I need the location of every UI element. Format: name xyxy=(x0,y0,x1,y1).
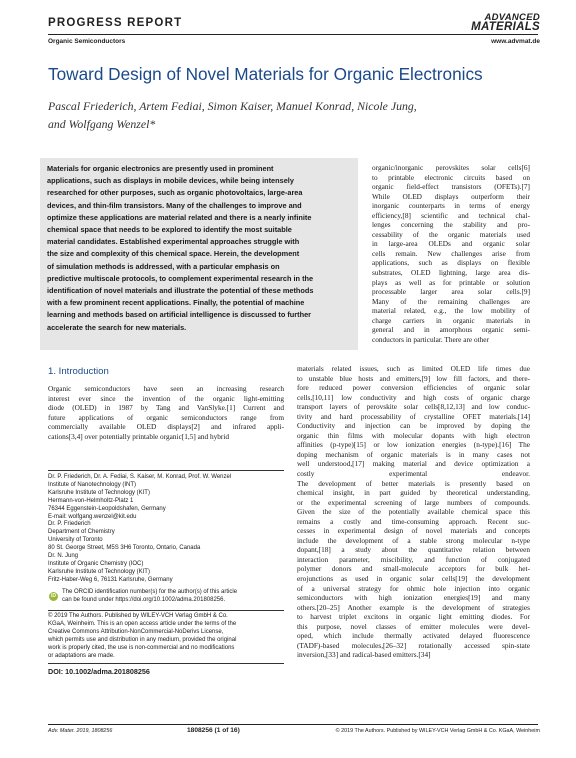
affiliation-line: University of Toronto xyxy=(48,537,103,544)
text-line: include the development of a stable strong molecular n-type xyxy=(297,535,530,545)
abstract-line: predictive multiscale protocols, to complement experimental research in the xyxy=(47,273,314,283)
text-line: interaction parameter, miscibility, and function of conjugated xyxy=(297,554,530,564)
text-line: Organic semiconductors have seen an increasing research xyxy=(48,384,284,393)
text-line: cesses in experimental design of novel materials and concepts xyxy=(297,526,530,536)
journal-logo xyxy=(452,13,540,33)
affiliation-line: Fritz-Haber-Weg 6, 76131 Karlsruhe, Germany xyxy=(48,576,173,583)
affiliation-line: Institute of Nanotechnology (INT) xyxy=(48,481,137,488)
text-line: semiconductors with high ionization energies[19] and many xyxy=(297,593,530,603)
text-line: materials related issues, such as limited OLED life times due xyxy=(297,364,530,373)
text-line: doping mechanism of organic materials is in many cases not xyxy=(297,449,530,459)
text-line: transport layers of perovskite solar cells[8,12,13] and low conduc- xyxy=(297,402,530,412)
text-line: conductors in particular. There are other xyxy=(372,334,489,344)
text-line: organic field-effect transistors (OFETs).[7] xyxy=(372,182,530,192)
journal-url[interactable]: www.advmat.de xyxy=(491,38,540,45)
affiliations-rule xyxy=(48,470,284,471)
text-line: of a universal strategy for ohmic hole injection into organic xyxy=(297,583,530,593)
text-line: or the experimental screening of large numbers of compounds. xyxy=(297,497,530,507)
abstract-line: Materials for organic electronics are presently used in prominent xyxy=(47,164,274,173)
text-line: The development of better materials is presently based on xyxy=(297,478,530,488)
abstract-text xyxy=(47,163,355,334)
text-line: polymer donors and small-molecule acceptors for bulk het- xyxy=(297,564,530,574)
doi-link[interactable]: DOI: 10.1002/adma.201808256 xyxy=(48,667,150,676)
abstract-line: chemical space that needs to be explored to identify the most suitable xyxy=(47,225,292,235)
text-line: dopant,[18] a study about the quantitative relation between xyxy=(297,545,530,555)
affiliation-line: 80 St. George Street, M5S 3H6 Toronto, Ontario, Canada xyxy=(48,545,201,552)
text-line: processable larger area solar cells.[9] xyxy=(372,287,530,297)
affiliation-line: Karlsruhe Institute of Technology (KIT) xyxy=(48,489,150,496)
text-line: cessability of the organic materials used xyxy=(372,229,530,239)
text-line: inversion,[33] and radical-based emitters.[34] xyxy=(297,650,431,660)
text-line: commercially available OLED displays[2] and infrared appli- xyxy=(48,422,284,432)
text-line: future applications of organic semiconductors range from xyxy=(48,412,284,422)
affiliation-line: Karlsruhe Institute of Technology (KIT) xyxy=(48,568,150,575)
affiliation-line: Institute of Organic Chemistry (IOC) xyxy=(48,560,144,567)
text-line: in large-area OLEDs and organic solar xyxy=(372,239,530,249)
abstract-line: optimize these applications are material related and there is a nearly infinite xyxy=(47,212,312,222)
report-label: PROGRESS REPORT xyxy=(48,17,183,29)
affiliation-line: Dr. P. Friederich xyxy=(48,521,91,528)
footer-journal: Adv. Mater. 2019, 1808256 xyxy=(48,728,113,734)
header-rule-top xyxy=(48,34,538,35)
text-line: remains a costly and time-consuming approach. Recent suc- xyxy=(297,516,530,526)
text-line: diode (OLED) in 1987 by Tang and VanSlyke.[1] Current and xyxy=(48,403,284,413)
footer-copyright: © 2019 The Authors. Published by WILEY-VCH Verlag GmbH & Co. KGaA, Weinheim xyxy=(335,728,540,734)
abstract-line: applications, such as displays in mobile devices, while being intensely xyxy=(47,176,294,186)
abstract-line: of simulation methods is addressed, with a particular emphasis on xyxy=(47,261,280,271)
affiliation-line: Department of Chemistry xyxy=(48,529,115,536)
text-line: While OLED displays outperform their xyxy=(372,191,530,201)
abstract-line: researched for other purposes, such as organic photovoltaics, large-area xyxy=(47,188,303,198)
text-line: well understood,[17] making material and device optimization a xyxy=(297,459,530,469)
abstract-line: identification of novel materials and illustrate the potential of these methods xyxy=(47,286,314,296)
text-line: efficiency,[8] scientific and technical chal- xyxy=(372,210,530,220)
abstract-line: with a few prominent recent applications. Finally, the potential of machine xyxy=(47,298,305,308)
license-line: or adaptations are made. xyxy=(48,652,115,659)
text-line: tivity and hard processability of crystalline OFET materials.[14] xyxy=(297,411,530,421)
text-line: this purpose, novel classes of emitter molecules were devel- xyxy=(297,621,530,631)
license-line: which permits use and distribution in any medium, provided the original xyxy=(48,636,237,643)
text-line: oped, which include thermally activated delayed fluorescence xyxy=(297,631,530,641)
footer-page-number: 1808256 (1 of 16) xyxy=(187,727,240,734)
orcid-line: The ORCID identification number(s) for the author(s) of this article xyxy=(62,589,238,595)
text-line: (TADF)-based molecules,[26–32] rotationally accessed spin-state xyxy=(297,640,530,650)
section-heading-introduction: 1. Introduction xyxy=(48,366,109,377)
text-line: charge carriers in organic materials in xyxy=(372,315,530,325)
license-line: © 2019 The Authors. Published by WILEY-VCH Verlag GmbH & Co. xyxy=(48,613,228,619)
orcid-note[interactable] xyxy=(62,589,288,605)
text-line: general and in amorphous organic semi- xyxy=(372,325,530,335)
text-line: cells remain. New challenges arise from xyxy=(372,248,530,258)
author-list xyxy=(48,97,417,133)
text-line: erojunctions as used in organic solar cells[19] the development xyxy=(297,574,530,584)
right-column-paragraph xyxy=(372,163,530,344)
section-label: Organic Semiconductors xyxy=(48,38,126,45)
text-line: applications, such as displays on flexible xyxy=(372,258,530,268)
text-line: costly experimental endeavor. xyxy=(297,469,530,479)
text-line: material related, e.g., the low mobility of xyxy=(372,306,530,316)
text-line: to unstable blue hosts and emitters,[9] low fill factors, and there- xyxy=(297,373,530,383)
license-line: Creative Commons Attribution-NonCommercial-NoDerivs License, xyxy=(48,628,224,635)
text-line: others.[20–25] Another example is the development of strategies xyxy=(297,602,530,612)
abstract-line: learning and methods based on artificial intelligence is discussed to further xyxy=(47,310,312,320)
license-line: work is properly cited, the use is non-commercial and no modifications xyxy=(48,644,235,651)
abstract-line: material candidates. Established experimental approaches struggle with xyxy=(47,237,300,247)
license-rule xyxy=(48,610,284,611)
text-line: affinities (p-type)[15] or low ionization energies (n-type).[16] The xyxy=(297,440,530,450)
doi-rule xyxy=(48,663,284,664)
text-line: Many of the remaining challenges are xyxy=(372,296,530,306)
right-column-continued xyxy=(297,364,530,660)
affiliation-line: Dr. N. Jung xyxy=(48,553,79,560)
text-line: substrates, OLED lightning, large area dis- xyxy=(372,268,530,278)
abstract-line: accelerate the search for new materials. xyxy=(47,322,187,332)
text-line: lenges concerning the stability and pro- xyxy=(372,220,530,230)
text-line: cations[3,4] over potentially printable organic[1,5] and hybrid xyxy=(48,431,230,441)
text-line: chemical insight, in part guided by theoretical understanding, xyxy=(297,488,530,498)
license-statement xyxy=(48,613,288,660)
journal-logo-line2: MATERIALS xyxy=(471,21,540,33)
text-line: cells,[10,11] low conductivity and high costs of organic charge xyxy=(297,392,530,402)
text-line: fore reduced power conversion efficiencies of organic solar xyxy=(297,383,530,393)
author-line-2: and Wolfgang Wenzel* xyxy=(48,117,156,131)
text-line: Given the size of the potentially available chemical space this xyxy=(297,507,530,517)
text-line: inorganic counterparts in terms of energy xyxy=(372,201,530,211)
journal-logo-line1: ADVANCED xyxy=(484,12,540,23)
orcid-icon: iD xyxy=(51,593,56,599)
abstract-line: devices, and thin-film transistors. Many of the challenges to improve and xyxy=(47,200,302,210)
article-title: Toward Design of Novel Materials for Organic Electronics xyxy=(48,64,483,84)
affiliations-block xyxy=(48,474,288,585)
affiliation-line: 76344 Eggenstein-Leopoldshafen, Germany xyxy=(48,505,166,512)
abstract-line: the size and complexity of this chemical space. Herein, the development xyxy=(47,249,300,259)
affiliation-line: Hermann-von-Helmholtz-Platz 1 xyxy=(48,497,134,504)
footer-rule xyxy=(48,724,538,725)
text-line: plays as well as for printable or solution xyxy=(372,277,530,287)
affiliation-line: Dr. P. Friederich, Dr. A. Fediai, S. Kaiser, M. Konrad, Prof. W. Wenzel xyxy=(48,474,232,480)
text-line: Conductivity and injection can be improved by doping the xyxy=(297,421,530,431)
orcid-line: can be found under https://doi.org/10.1002/adma.201808256. xyxy=(62,596,226,603)
introduction-paragraph xyxy=(48,384,284,441)
text-line: organic/inorganic perovskites solar cells[6] xyxy=(372,163,530,172)
text-line: to printable electronic circuits based on xyxy=(372,172,530,182)
author-line-1: Pascal Friederich, Artem Fediai, Simon Kaiser, Manuel Konrad, Nicole Jung, xyxy=(48,99,417,113)
license-line: KGaA, Weinheim. This is an open access article under the terms of the xyxy=(48,620,237,627)
text-line: organic thin films with molecular dopants with high electron xyxy=(297,430,530,440)
affiliation-line: E-mail: wolfgang.wenzel@kit.edu xyxy=(48,513,137,520)
text-line: interest ever since the invention of the organic light-emitting xyxy=(48,393,284,403)
text-line: to harvest triplet excitons in organic light emitting diodes. For xyxy=(297,612,530,622)
